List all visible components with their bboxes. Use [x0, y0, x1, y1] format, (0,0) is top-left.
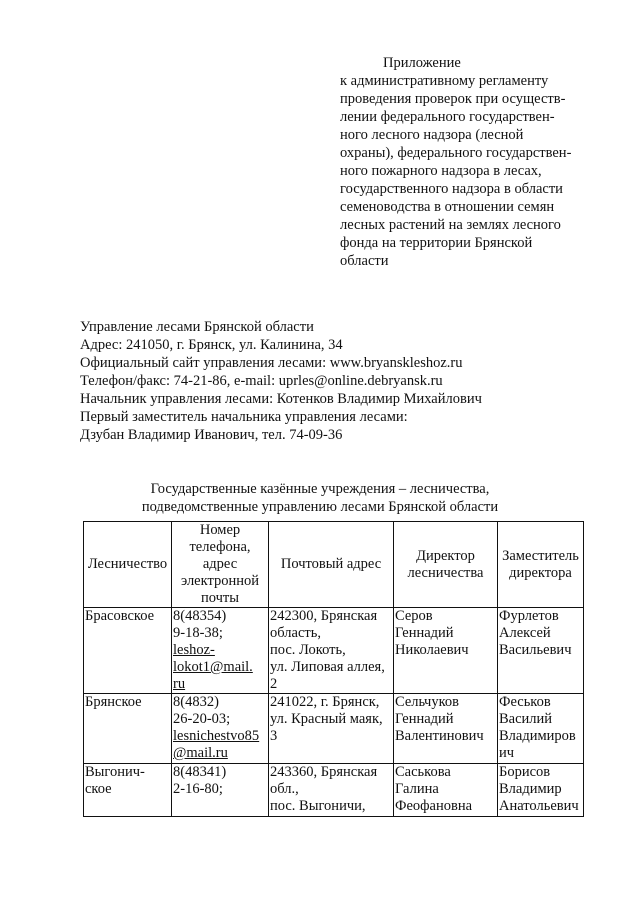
phone: 8(48341) 2-16-80; — [173, 764, 227, 797]
phone: 8(48354) 9-18-38; — [173, 608, 227, 641]
email-link[interactable]: lesnichestvo85 @mail.ru — [173, 728, 260, 761]
header-phone-email: Номер телефона, адрес электронной почты — [172, 522, 269, 608]
forestry-name: Брасовское — [84, 608, 172, 694]
phone-email-cell — [172, 608, 269, 694]
director-name: Сельчуков Геннадий Валентинович — [394, 694, 498, 764]
table-row — [84, 694, 584, 764]
phone: 8(4832) 26-20-03; — [173, 694, 231, 727]
header-postal-address: Почтовый адрес — [269, 522, 394, 608]
deputy-name: Фурлетов Алексей Васильевич — [498, 608, 584, 694]
table-row — [84, 608, 584, 694]
appendix-text: к административному регламенту проведения проверок при осуществ- лении федерального государствен- ного лесного надзора (лесной охраны), федерального государствен- ного пожарного надзора в лесах, государственного надзора в области семеноводства в отношении семян лесных растений на землях лесного фонда на территории Брянской области — [340, 73, 572, 269]
director-name: Серов Геннадий Николаевич — [394, 608, 498, 694]
organization-info: Управление лесами Брянской области Адрес: 241050, г. Брянск, ул. Калинина, 34 Официальный сайт управления лесами: www.bryanskleshoz.ru Телефон/факс: 74-21-86, e-mail: uprles@online.debryansk.ru Начальник управления лесами: Котенков Владимир Михайлович Первый заместитель начальника управления лесами: Дзубан Владимир Иванович, тел. 74-09-36 — [80, 319, 482, 443]
header-forestry: Лесничество — [84, 522, 172, 608]
forestry-name: Брянское — [84, 694, 172, 764]
forestries-table — [83, 521, 584, 817]
phone-email-cell — [172, 764, 269, 817]
header-deputy: Заместитель директора — [498, 522, 584, 608]
table-heading: Государственные казённые учреждения – лесничества, подведомственные управлению лесами Брянской области — [141, 481, 499, 515]
forestry-name: Выгонич- ское — [84, 764, 172, 817]
director-name: Саськова Галина Феофановна — [394, 764, 498, 817]
postal-address: 242300, Брянская область, пос. Локоть, ул. Липовая аллея, 2 — [269, 608, 394, 694]
postal-address: 241022, г. Брянск, ул. Красный маяк, 3 — [269, 694, 394, 764]
deputy-name: Феськов Василий Владимиров ич — [498, 694, 584, 764]
phone-email-cell — [172, 694, 269, 764]
header-director: Директор лесничества — [394, 522, 498, 608]
table-row — [84, 764, 584, 817]
postal-address: 243360, Брянская обл., пос. Выгоничи, — [269, 764, 394, 817]
appendix-title: Приложение — [383, 55, 461, 71]
deputy-name: Борисов Владимир Анатольевич — [498, 764, 584, 817]
email-link[interactable]: leshoz- lokot1@mail. ru — [173, 642, 253, 692]
table-header-row — [84, 522, 584, 608]
